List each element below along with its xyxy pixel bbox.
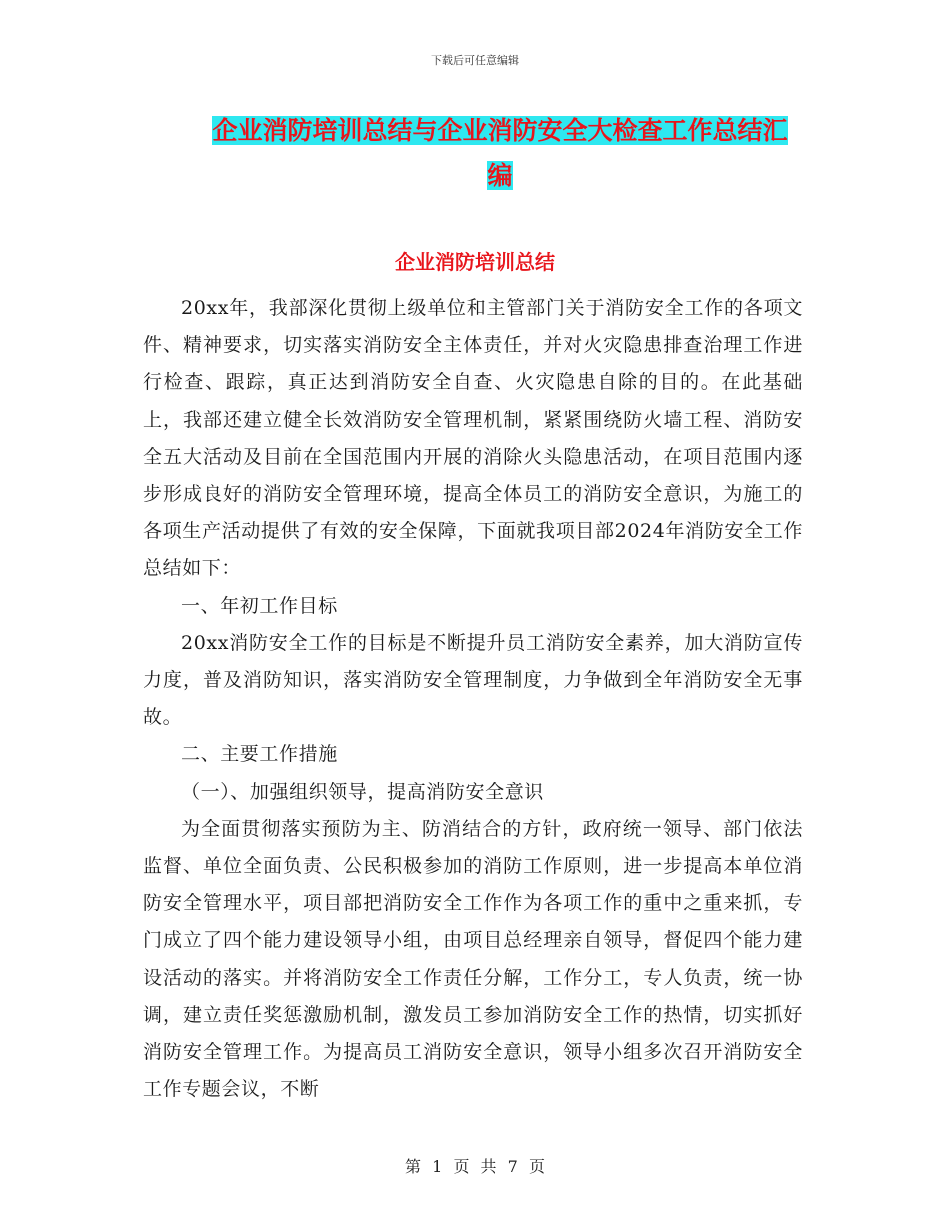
document-title-line2: 编 (487, 161, 513, 190)
heading-main-measures: 二、主要工作措施 (181, 743, 338, 766)
page-prefix: 第 (405, 1157, 422, 1176)
section-title: 企业消防培训总结 (395, 250, 555, 274)
document-title (190, 108, 810, 198)
page-mid: 页 (453, 1157, 470, 1176)
page-suffix: 页 (528, 1157, 545, 1176)
page-current: 1 (432, 1157, 443, 1176)
document-body (143, 290, 803, 1108)
paragraph-intro: 20xx年，我部深化贯彻上级单位和主管部门关于消防安全工作的各项文件、精神要求，切实落实消防安全主体责任，并对火灾隐患排查治理工作进行检查、跟踪，真正达到消防安全自查、火灾隐患自除的目的。在此基础上，我部还建立健全长效消防安全管理机制，紧紧围绕防火墙工程、消防安全五大活动及目前在全国范围内开展的消除火头隐患活动，在项目范围内逐步形成良好的消防安全管理环境，提高全体员工的消防安全意识，为施工的各项生产活动提供了有效的安全保障，下面就我项目部2024年消防安全工作总结如下： (143, 297, 803, 580)
page-footer (0, 1154, 950, 1177)
paragraph-organization: 为全面贯彻落实预防为主、防消结合的方针，政府统一领导、部门依法监督、单位全面负责、公民积极参加的消防工作原则，进一步提高本单位消防安全管理水平，项目部把消防安全工作作为各项工作的重中之重来抓，专门成立了四个能力建设领导小组，由项目总经理亲自领导，督促四个能力建设活动的落实。并将消防安全工作责任分解，工作分工，专人负责，统一协调，建立责任奖惩激励机制，激发员工参加消防安全工作的热情，切实抓好消防安全管理工作。为提高员工消防安全意识，领导小组多次召开消防安全工作专题会议，不断 (143, 817, 803, 1101)
header-note: 下载后可任意编辑 (431, 54, 519, 67)
page-total-prefix: 共 (480, 1157, 497, 1176)
page-total: 7 (507, 1157, 518, 1176)
subheading-organization: （一）、加强组织领导，提高消防安全意识 (181, 780, 544, 803)
document-title-line1: 企业消防培训总结与企业消防安全大检查工作总结汇 (212, 116, 788, 145)
heading-annual-goal: 一、年初工作目标 (181, 594, 338, 617)
paragraph-annual-goal: 20xx消防安全工作的目标是不断提升员工消防安全素养，加大消防宣传力度，普及消防知识，落实消防安全管理制度，力争做到全年消防安全无事故。 (143, 631, 803, 729)
